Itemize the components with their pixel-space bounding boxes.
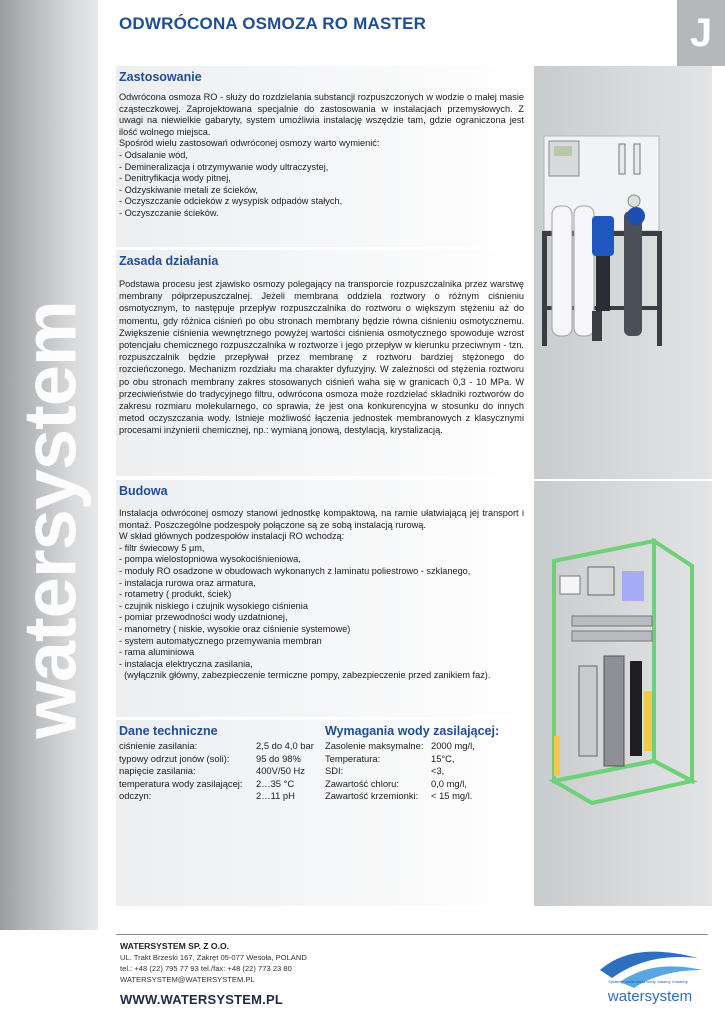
ro-unit-photo: [534, 66, 712, 479]
tech-data-column: [119, 724, 325, 803]
section-dane-techniczne: [116, 720, 528, 906]
website-link[interactable]: WWW.WATERSYSTEM.PL: [120, 992, 283, 1007]
section-heading: Wymagania wody zasilającej:: [324, 724, 500, 738]
list-item: - rama aluminiowa: [119, 647, 195, 658]
logo-wordmark: watersystem: [607, 988, 693, 1005]
list-item: - Demineralizacja i otrzymywanie wody ultraczystej,: [119, 161, 329, 172]
logo-tagline: Systemy uzdatniania wody, baseny, fontanny: [608, 979, 688, 984]
section-zastosowanie: [116, 66, 528, 247]
ro-unit-model-illustration: [534, 481, 712, 906]
ro-unit-illustration: [534, 66, 712, 479]
spec-row: Zasolenie maksymalne: 2000 mg/l,: [324, 740, 475, 751]
list-item: - czujnik niskiego i czujnik wysokiego ciśnienia: [119, 600, 308, 611]
company-name: WATERSYSTEM SP. Z O.O.: [120, 941, 230, 951]
company-phone: tel.: +48 (22) 795 77 93 tel./fax: +48 (22) 773 23 80: [120, 964, 292, 973]
list-item: - filtr świecowy 5 μm,: [119, 542, 205, 553]
spec-row: Zawartość krzemionki: < 15 mg/l.: [324, 790, 473, 802]
spec-row: temperatura wody zasilającej: 2…35 °C: [119, 777, 295, 789]
list-item: (wyłącznik główny, zabezpieczenie termiczne pompy, zabezpieczenie przed zanikiem faz).: [119, 670, 491, 681]
spec-row: ciśnienie zasilania: 2,5 do 4,0 bar: [119, 740, 314, 751]
brand-vertical-text: watersystem: [8, 301, 92, 739]
section-heading: Dane techniczne: [119, 724, 218, 738]
list-item: - Oczyszczanie odcieków z wysypisk odpadów stałych,: [119, 196, 343, 207]
section-heading: Budowa: [119, 484, 168, 498]
bullet-list: [119, 150, 524, 220]
list-item: - moduły RO osadzone w obudowach wykonanych z laminatu poliestrowo - szklanego,: [119, 565, 471, 576]
company-email[interactable]: WATERSYSTEM@WATERSYSTEM.PL: [120, 975, 255, 984]
list-item: - pomiar przewodności wody uzdatnionej,: [119, 612, 288, 623]
spec-row: Temperatura: 15°C,: [324, 752, 455, 764]
section-paragraph: Podstawa procesu jest zjawisko osmozy polegający na transporcie rozpuszczalnika przez warstwę membrany półprzepuszczalnej. Jeżeli membrana oddziela roztwory o różnym ciśnieniu osmotycznym, to następuje przepływ rozpuszczalnika do roztworu o większym stężeniu aż do momentu, gdy różnica ciśnień po obu stronach membrany będzie równa ciśnieniu osmotycznemu. Zwiększenie ciśnienia wewnętrznego powyżej wartości ciśnienia osmotycznego spowoduje wzrost potencjału chemicznego rozpuszczalnika w roztworze i jego przepływ w kierunku przeciwnym - tzn. rozpuszczalnik będzie przepływał przez membranę z roztworu bardziej stężonego do rozcieńczonego. Mechanizm rozdziału ma charakter dyfuzyjny. W zależności od stężenia roztworu po obu stronach membrany zakres stosowanych ciśnień waha się w granicach 0,3 - 10 MPa. W przeciwieństwie do tradycyjnego filtru, odwrócona osmoza może rozdzielać składniki roztworów do zakresu rozmiaru molekularnego, co sprawia, że jest ona konkurencyjna w stosunku do innych metod oczyszczania wody. Istnieje możliwość łączenia jednostek membranowych z klasycznymi procesami inżynierii chemicznej, np.: wymianą jonową, destylacją, krystalizacją.: [119, 279, 524, 436]
list-item: - Oczyszczanie ścieków.: [119, 207, 219, 218]
list-item: - Denitryfikacja wody pitnej,: [119, 173, 231, 184]
list-item: - pompa wielostopniowa wysokociśnieniowa,: [119, 554, 301, 565]
spec-row: SDI: <3,: [324, 765, 445, 777]
sidebar-band: [0, 0, 98, 930]
spec-row: napięcie zasilania: 400V/50 Hz: [119, 765, 305, 777]
list-item: - rotametry ( produkt, ściek): [119, 589, 232, 600]
section-paragraph: Odwrócona osmoza RO - służy do rozdzielania substancji rozpuszczonych w wodzie o małej masie cząsteczkowej. Zaprojektowana specjalnie do zastosowania w instalacjach przemysłowych. Z uwagi na niewielkie gabaryty, system umożliwia instalację wszędzie tam, gdzie ograniczona jest ilość wolnego miejsca.: [119, 92, 524, 137]
section-heading: Zasada działania: [119, 254, 219, 268]
section-letter-tab: J: [677, 0, 725, 66]
section-budowa: [116, 480, 528, 717]
bullet-list: [119, 543, 524, 682]
footer-divider: [116, 934, 708, 935]
section-paragraph: Instalacja odwróconej osmozy stanowi jednostkę kompaktową, na ramie ułatwiającą jej transport i montaż. Poszczególne podzespoły połączone są ze sobą instalacją rurową.: [119, 508, 524, 530]
section-intro: W skład głównych podzespołów instalacji RO wchodzą:: [119, 531, 345, 542]
page-title: ODWRÓCONA OSMOZA RO MASTER: [119, 14, 427, 33]
list-item: - Odsalanie wód,: [119, 149, 188, 160]
list-item: - instalacja elektryczna zasilania,: [119, 658, 253, 669]
ro-unit-3d-model: [534, 481, 712, 906]
section-zasada-dzialania: [116, 250, 528, 476]
list-item: - manometry ( niskie, wysokie oraz ciśnienie systemowe): [119, 623, 351, 634]
spec-row: Zawartość chloru: 0,0 mg/l,: [324, 777, 467, 789]
list-item: - instalacja rurowa oraz armatura,: [119, 577, 256, 588]
spec-row: odczyn: 2…11 pH: [119, 790, 295, 802]
spec-row: typowy odrzut jonów (soli): 95 do 98%: [119, 752, 301, 764]
feed-water-requirements-column: [325, 724, 524, 803]
section-intro: Spośród wielu zastosowań odwróconej osmozy warto wymienić:: [119, 138, 380, 149]
company-address: UL. Trakt Brzeski 167, Zakręt 05-077 Wesoła, POLAND: [120, 953, 307, 962]
section-heading: Zastosowanie: [119, 70, 202, 84]
list-item: - Odzyskiwanie metali ze ścieków,: [119, 184, 258, 195]
list-item: - system automatycznego przemywania membran: [119, 635, 322, 646]
